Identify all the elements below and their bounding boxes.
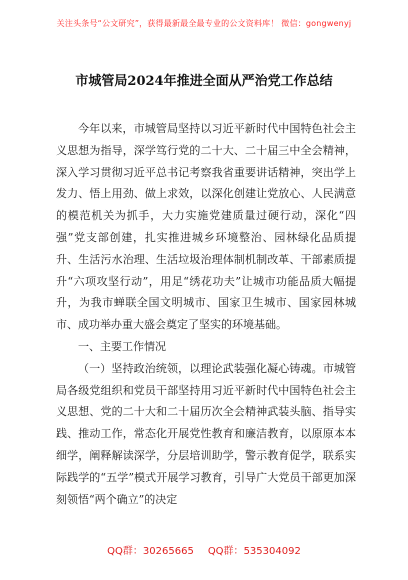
qq-group-number-1: 30265665 <box>142 546 194 557</box>
qq-group-label-1: QQ群： <box>107 546 143 557</box>
document-title: 市城管局2024年推进全面从严治党工作总结 <box>75 74 333 89</box>
qq-group-contact <box>0 542 408 557</box>
qq-group-label-2: QQ群： <box>207 546 244 557</box>
top-notice-banner: 关注头条号“公文研究”，获得最新最全最专业的公文资料库！ 微信：gongwenyj <box>56 19 352 28</box>
intro-paragraph: 今年以来，市城管局坚持以习近平新时代中国特色社会主义思想为指导，深学笃行党的二十大、二十届三中全会精神，深入学习贯彻习近平总书记考察我省重要讲话精神，突出学上发力、悟上用劲、做上求效，以深化创建让党放心、人民满意的模范机关为抓手，大力实施党建质量过硬行动，深化“四强”党支部创建，扎实推进城乡环境整治、园林绿化品质提升、生活污水治理、生活垃圾治理体制机制改革、干部素质提升“六项攻坚行动”，用足“绣花功夫”让城市功能品质大幅提升，为我市蝉联全国文明城市、国家卫生城市、国家园林城市、成功举办重大盛会奠定了坚实的环境基础。 <box>56 122 356 332</box>
qq-group-number-2: 535304092 <box>243 546 301 557</box>
document-body <box>56 118 356 510</box>
section-heading: 一、主要工作情况 <box>78 339 166 353</box>
body-paragraph: （一）坚持政治统领，以理论武装强化凝心铸魂。市城管局各级党组织和党员干部坚持用习近平新时代中国特色社会主义思想、党的二十大和二十届历次全会精神武装头脑、指导实践、推动工作，常态化开展党性教育和廉洁教育，以原原本本细学，阐释解读深学，分层培训助学，警示教育促学，联系实际践学的“五学”模式开展学习教育，引导广大党员干部更加深刻领悟“两个确立”的决定 <box>56 361 356 506</box>
